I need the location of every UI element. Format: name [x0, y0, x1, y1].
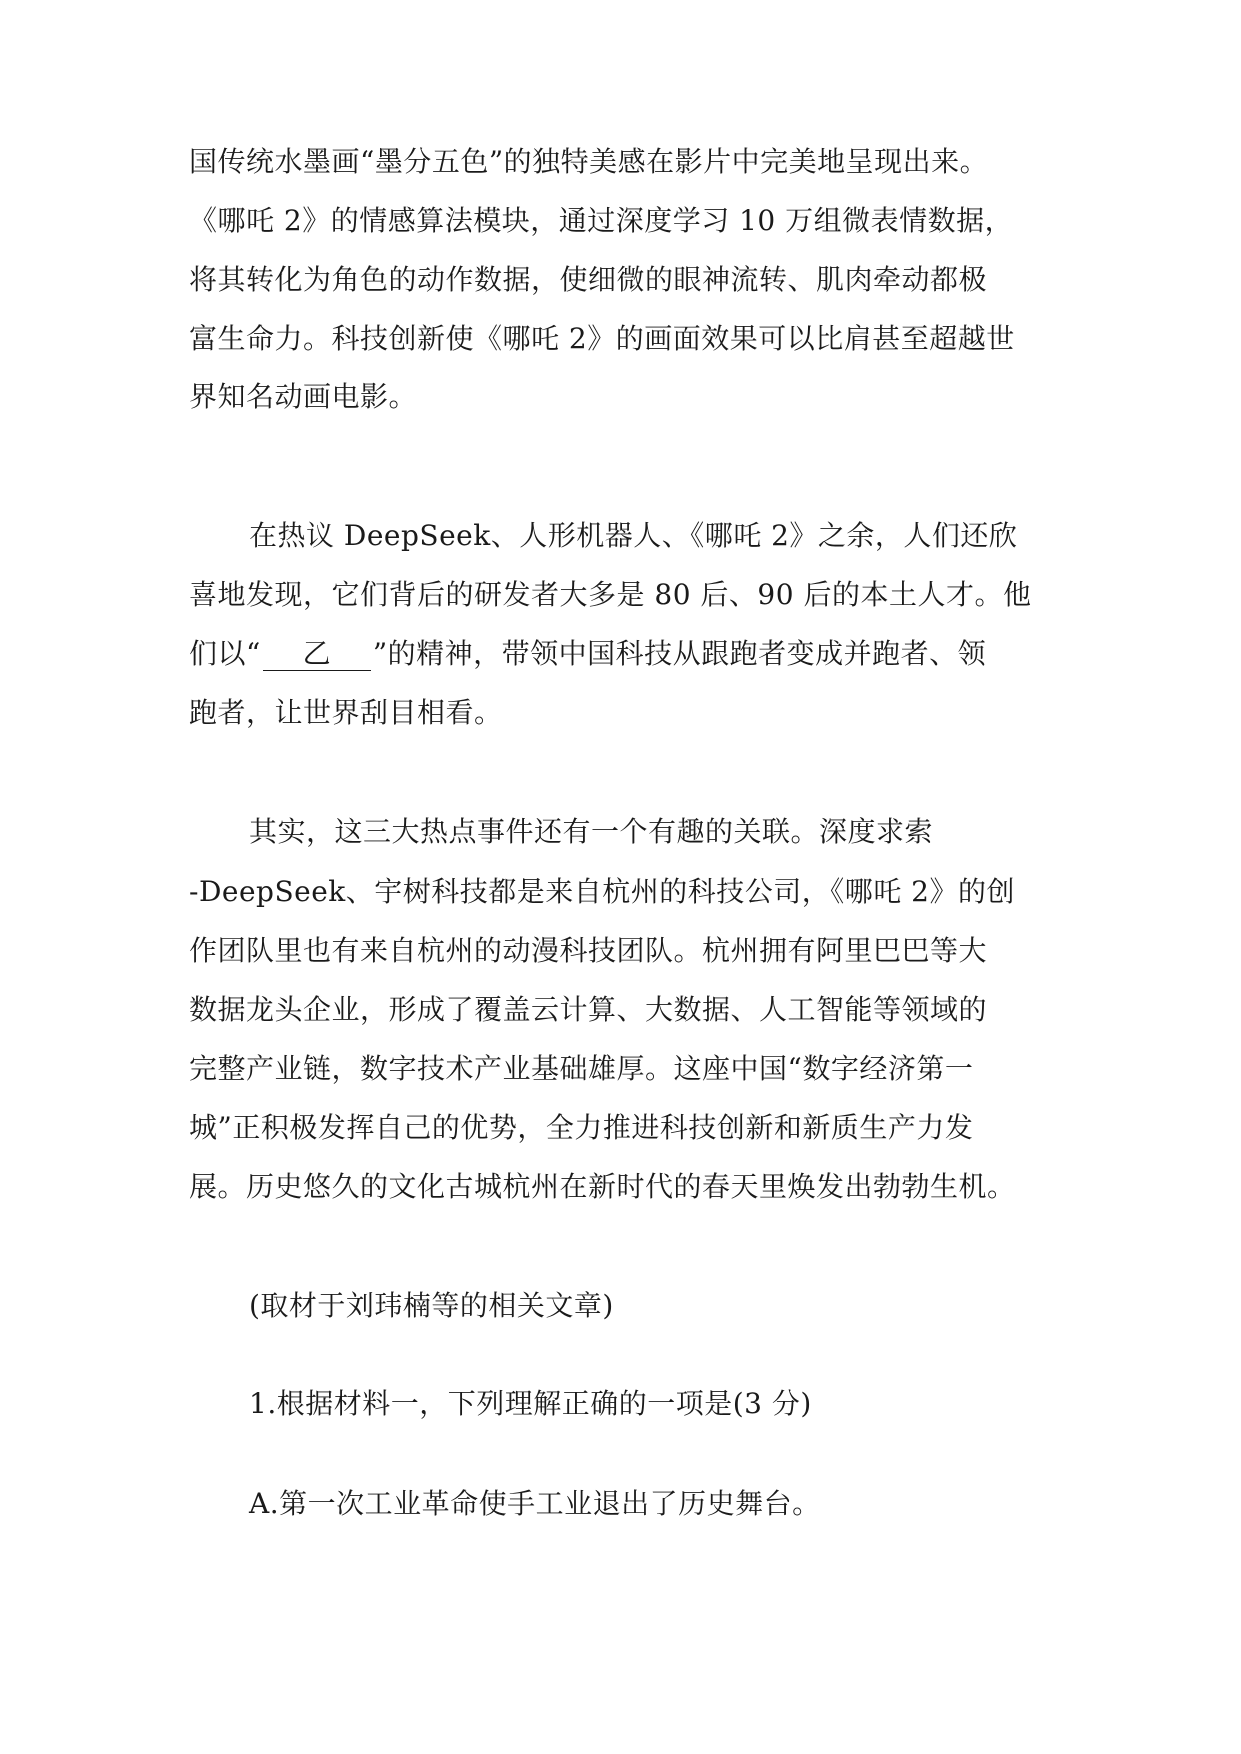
paragraph-line: 国传统水墨画“墨分五色”的独特美感在影片中完美地呈现出来。: [189, 145, 989, 178]
source-note: (取材于刘玮楠等的相关文章): [249, 1289, 614, 1322]
paragraph-line-with-blank: [189, 634, 986, 674]
paragraph-line: 富生命力。科技创新使《哪吒 2》的画面效果可以比肩甚至超越世: [189, 322, 1015, 355]
text-segment: 们以“: [189, 637, 261, 670]
paragraph-line: 完整产业链，数字技术产业基础雄厚。这座中国“数字经济第一: [189, 1052, 974, 1085]
question-1: 1.根据材料一，下列理解正确的一项是(3 分): [249, 1387, 812, 1420]
paragraph-line: -DeepSeek、宇树科技都是来自杭州的科技公司，《哪吒 2》的创: [189, 875, 1015, 908]
paragraph-line: 《哪吒 2》的情感算法模块，通过深度学习 10 万组微表情数据，: [189, 204, 1014, 237]
paragraph-line: 其实，这三大热点事件还有一个有趣的关联。深度求索: [249, 815, 934, 848]
paragraph-line: 喜地发现，它们背后的研发者大多是 80 后、90 后的本土人才。他: [189, 578, 1032, 611]
paragraph-line: 界知名动画电影。: [189, 380, 418, 413]
paragraph-line: 跑者，让世界刮目相看。: [189, 696, 503, 729]
fill-in-blank: 乙: [263, 638, 371, 671]
paragraph-line: 将其转化为角色的动作数据，使细微的眼神流转、肌肉牵动都极: [189, 263, 988, 296]
paragraph-line: 在热议 DeepSeek、人形机器人、《哪吒 2》之余，人们还欣: [249, 519, 1018, 552]
paragraph-line: 数据龙头企业，形成了覆盖云计算、大数据、人工智能等领域的: [189, 993, 988, 1026]
paragraph-line: 展。历史悠久的文化古城杭州在新时代的春天里焕发出勃勃生机。: [189, 1170, 1016, 1203]
option-a: A.第一次工业革命使手工业退出了历史舞台。: [249, 1487, 821, 1520]
text-segment: ”的精神，带领中国科技从跟跑者变成并跑者、领: [372, 637, 987, 670]
paragraph-line: 作团队里也有来自杭州的动漫科技团队。杭州拥有阿里巴巴等大: [189, 934, 988, 967]
paragraph-line: 城”正积极发挥自己的优势，全力推进科技创新和新质生产力发: [189, 1111, 974, 1144]
